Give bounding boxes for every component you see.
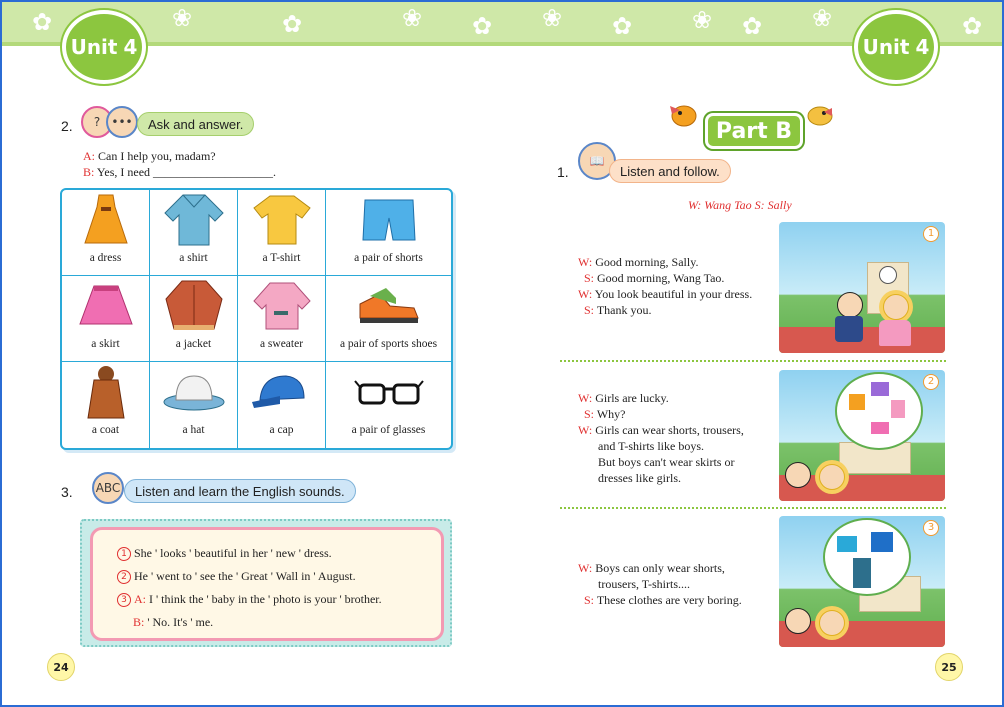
sports-shoes-icon: [354, 276, 424, 336]
dialog-text: Why?: [596, 407, 626, 421]
dialog-text: Can I help you, madam?: [98, 149, 216, 163]
item-label: a hat: [182, 424, 205, 436]
dialog-line-b: [83, 165, 276, 180]
flower-icon: ✿: [472, 12, 493, 40]
girl-figure: [883, 294, 909, 320]
flower-icon: ❀: [402, 4, 423, 32]
dialog-text: Thank you.: [596, 303, 652, 317]
number-marker: 3: [117, 593, 131, 607]
section-2-number: 2.: [61, 118, 73, 134]
flower-icon: ✿: [962, 12, 983, 40]
grid-cell-shorts: [326, 190, 451, 276]
number-marker: 1: [117, 547, 131, 561]
speaker-label: S:: [584, 303, 595, 317]
sound-line-1: [117, 546, 332, 561]
bird-icon: [666, 96, 702, 130]
flower-icon: ❀: [692, 6, 713, 34]
item-label: a sweater: [259, 338, 304, 350]
grid-cell-skirt: [62, 276, 150, 362]
scene-2-illustration: [779, 370, 945, 501]
speaker-label: S:: [584, 271, 595, 285]
grid-cell-dress: [62, 190, 150, 276]
grid-cell-jacket: [150, 276, 238, 362]
boy-figure: [837, 292, 863, 318]
item-label: a coat: [91, 424, 120, 436]
scene-number: 2: [923, 374, 939, 390]
boy-figure: [785, 462, 811, 488]
dialog-text: Girls are lucky.: [595, 391, 669, 405]
speaker-label: W:: [578, 255, 593, 269]
kid-abc-icon: ABC: [92, 472, 124, 504]
scene-3-illustration: [779, 516, 945, 647]
glasses-icon: [354, 362, 424, 422]
unit-word: Unit: [70, 35, 118, 59]
section-1-title: Listen and follow.: [609, 159, 731, 183]
scene-1-line: [578, 255, 698, 270]
sound-text: She ' looks ' beautiful in her ' new ' dress.: [134, 546, 332, 560]
section-1-number: 1.: [557, 164, 569, 180]
cap-icon: [247, 362, 317, 422]
scene-2-line: [598, 455, 734, 470]
sound-line-3: [117, 592, 382, 607]
flower-icon: ❀: [812, 4, 833, 32]
scene-3-line: [578, 561, 725, 576]
dialog-text: Good morning, Wang Tao.: [597, 271, 725, 285]
item-label: a dress: [89, 252, 122, 264]
dialog-text: Yes, I need ____________________.: [96, 165, 277, 179]
clothes-grid: [60, 188, 453, 450]
shorts-icon: [837, 536, 857, 552]
dialog-text: You look beautiful in your dress.: [594, 287, 753, 301]
unit-number: 4: [123, 35, 138, 59]
sounds-card: [90, 527, 444, 641]
speaker-label: B:: [83, 165, 95, 179]
scene-number: 3: [923, 520, 939, 536]
item-label: a shirt: [179, 252, 208, 264]
flower-icon: ✿: [282, 10, 303, 38]
tshirt-icon: [871, 532, 893, 552]
dialog-text: These clothes are very boring.: [596, 593, 742, 607]
speaker-label: W:: [578, 391, 593, 405]
unit-number: 4: [915, 35, 930, 59]
speaker-label: W:: [578, 287, 593, 301]
scene-number: 1: [923, 226, 939, 242]
speaker-label: S:: [584, 407, 595, 421]
skirt-icon: [71, 276, 141, 336]
kid-reading-icon: 📖: [578, 142, 616, 180]
header-band-line: [2, 42, 1002, 46]
number-marker: 2: [117, 570, 131, 584]
jacket-icon: [159, 276, 229, 336]
scene-2-line: [598, 439, 704, 454]
scene-2-line: [584, 407, 625, 422]
grid-cell-tshirt: [238, 190, 326, 276]
tshirt-icon: [849, 394, 865, 410]
sounds-box: [80, 519, 452, 647]
unit-badge-right: [854, 10, 938, 84]
dialog-line-a: [83, 149, 216, 164]
shorts-icon: [354, 190, 424, 250]
page-number-left: 24: [47, 653, 75, 681]
scene-1-line: [584, 271, 724, 286]
bird-icon: [802, 100, 838, 130]
dotted-divider: [560, 360, 946, 362]
grid-cell-shirt: [150, 190, 238, 276]
dotted-divider: [560, 507, 946, 509]
dialog-text: trousers, T-shirts....: [598, 577, 691, 591]
grid-cell-sweater: [238, 276, 326, 362]
sound-text: ' No. It's ' me.: [147, 615, 214, 629]
dialog-text: dresses like girls.: [598, 471, 681, 485]
item-label: a skirt: [91, 338, 120, 350]
speaker-label: A:: [83, 149, 95, 163]
boy-figure: [785, 608, 811, 634]
unit-word: Unit: [862, 35, 910, 59]
grid-cell-sports-shoes: [326, 276, 451, 362]
boy-body: [835, 316, 863, 342]
shorts-icon: [871, 382, 889, 396]
clock-icon: [879, 266, 897, 284]
sound-text: I ' think the ' baby in the ' photo is your ' brother.: [149, 592, 382, 606]
scene-3-line: [584, 593, 742, 608]
dress-icon: [71, 190, 141, 250]
flower-icon: ❀: [542, 4, 563, 32]
girl-figure: [819, 464, 845, 490]
item-label: a pair of sports shoes: [339, 338, 438, 350]
flower-icon: ✿: [32, 8, 53, 36]
flower-icon: ✿: [612, 12, 633, 40]
header-band: [2, 2, 1002, 42]
scene-2-line: [578, 423, 744, 438]
speaker-label: B:: [133, 615, 145, 629]
dialog-text: But boys can't wear skirts or: [598, 455, 735, 469]
grid-cell-cap: [238, 362, 326, 448]
item-label: a pair of glasses: [351, 424, 426, 436]
item-label: a pair of shorts: [354, 252, 423, 264]
speaker-label: W:: [578, 423, 593, 437]
speaker-label: W:: [578, 561, 593, 575]
speaker-label: A:: [134, 592, 146, 606]
dialog-text: Good morning, Sally.: [595, 255, 699, 269]
flower-icon: ❀: [172, 4, 193, 32]
scene-2-line: [578, 391, 669, 406]
unit-badge-left: [62, 10, 146, 84]
skirt-icon: [871, 422, 889, 434]
item-label: a jacket: [175, 338, 212, 350]
girl-figure: [819, 610, 845, 636]
dress-icon: [891, 400, 905, 418]
scene-1-line: [584, 303, 651, 318]
scene-3-line: [598, 577, 690, 592]
section-2-title: Ask and answer.: [137, 112, 254, 136]
sound-line-2: [117, 569, 356, 584]
dialog-text: Girls can wear shorts, trousers,: [595, 423, 744, 437]
girl-dress: [879, 320, 911, 346]
tshirt-icon: [247, 190, 317, 250]
shirt-icon: [159, 190, 229, 250]
part-title: Part B: [705, 113, 803, 149]
sweater-icon: [247, 276, 317, 336]
dialog-text: Boys can only wear shorts,: [595, 561, 725, 575]
section-3-number: 3.: [61, 484, 73, 500]
grid-cell-coat: [62, 362, 150, 448]
scene-1-line: [578, 287, 752, 302]
kid-pink-icon: ?: [81, 106, 113, 138]
scene-2-line: [598, 471, 681, 486]
sound-text: He ' went to ' see the ' Great ' Wall in ' August.: [134, 569, 356, 583]
hat-icon: [159, 362, 229, 422]
section-3-title: Listen and learn the English sounds.: [124, 479, 356, 503]
page-number-right: 25: [935, 653, 963, 681]
scene-1-illustration: [779, 222, 945, 353]
role-legend: W: Wang Tao S: Sally: [688, 198, 792, 212]
speaker-label: S:: [584, 593, 595, 607]
kid-blue-icon: •••: [106, 106, 138, 138]
sound-line-4: [133, 615, 213, 630]
trousers-icon: [853, 558, 871, 588]
flower-icon: ✿: [742, 12, 763, 40]
item-label: a cap: [269, 424, 294, 436]
grid-cell-hat: [150, 362, 238, 448]
grid-cell-glasses: [326, 362, 451, 448]
dialog-text: and T-shirts like boys.: [598, 439, 705, 453]
coat-icon: [71, 362, 141, 422]
item-label: a T-shirt: [262, 252, 301, 264]
